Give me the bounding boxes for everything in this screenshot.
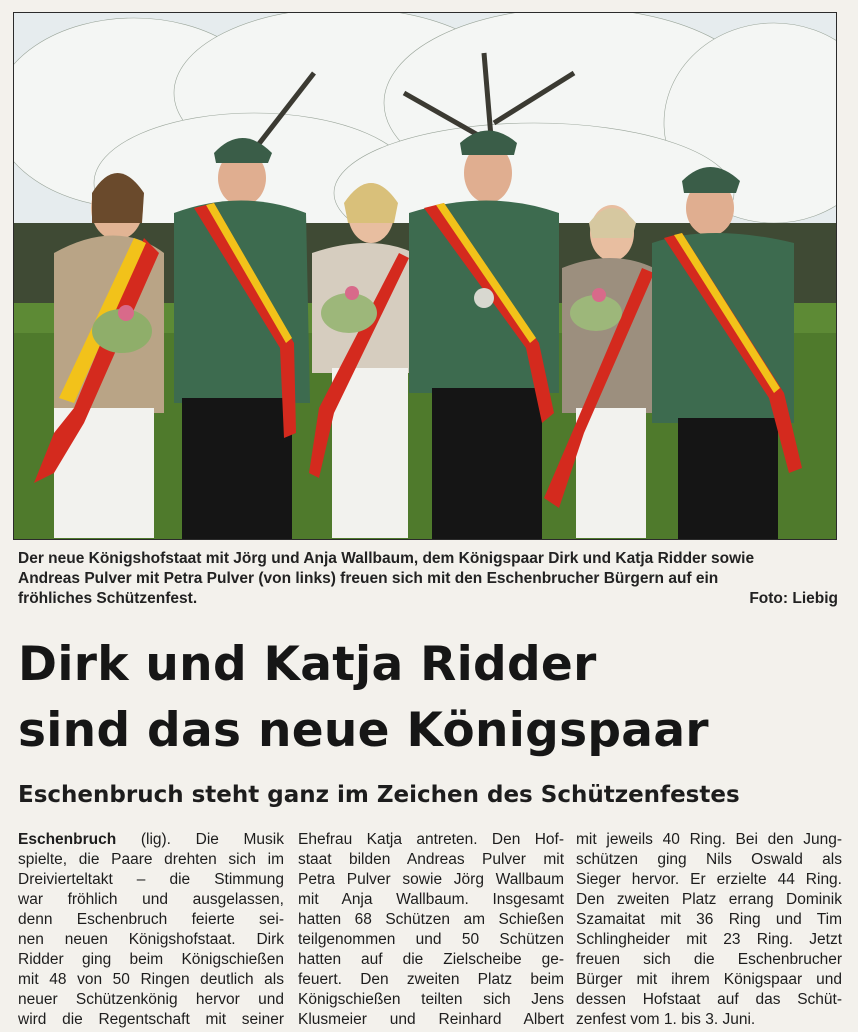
caption-line: Andreas Pulver mit Petra Pulver (von links) freuen sich mit den Eschenbrucher Bürgern auf ein	[18, 570, 719, 587]
text-line: schützen ging Nils Oswald als	[576, 851, 842, 868]
text-line: wird die Regentschaft mit seiner	[18, 1011, 284, 1028]
headline	[18, 632, 848, 764]
photo-credit: Foto: Liebig	[749, 590, 838, 607]
headline-line: sind das neue Königspaar	[18, 703, 709, 758]
text-line: hatten auf die Zielscheibe ge-	[298, 951, 564, 968]
text-line: zenfest vom 1. bis 3. Juni.	[576, 1011, 756, 1028]
text-line: Bürger mit ihrem Königspaar und	[576, 971, 842, 988]
text-line: Ehefrau Katja antreten. Den Hof-	[298, 831, 564, 848]
text-fragment: (lig). Die Musik	[116, 831, 284, 848]
caption-line: fröhliches Schützenfest.	[18, 590, 198, 607]
photo-caption	[18, 549, 838, 609]
article-column-2	[298, 830, 564, 1030]
text-line: Petra Pulver sowie Jörg Wallbaum	[298, 871, 564, 888]
article-column-3	[576, 830, 842, 1030]
text-line: Ridder ging beim Königschießen	[18, 951, 284, 968]
text-line: war fröhlich und ausgelassen,	[18, 891, 284, 908]
photo-illustration	[14, 13, 836, 539]
text-line	[18, 830, 284, 850]
text-line: Klusmeier und Reinhard Albert	[298, 1011, 564, 1028]
text-line: denn Eschenbruch feierte sei-	[18, 911, 284, 928]
text-line: Schlingheider mit 23 Ring. Jetzt	[576, 931, 842, 948]
text-line: neuer Schützenkönig hervor und	[18, 991, 284, 1008]
text-line: feuert. Den zweiten Platz beim	[298, 971, 564, 988]
text-line: spielte, die Paare drehten sich im	[18, 851, 284, 868]
text-line: nen neuen Königshofstaat. Dirk	[18, 931, 284, 948]
text-line: Dreivierteltakt – die Stimmung	[18, 871, 284, 888]
text-line: Sieger hervor. Er erzielte 44 Ring.	[576, 871, 842, 888]
text-line: Den zweiten Platz errang Dominik	[576, 891, 842, 908]
text-line: staat bilden Andreas Pulver mit	[298, 851, 564, 868]
caption-line: Der neue Königshofstaat mit Jörg und Anja Wallbaum, dem Königspaar Dirk und Katja Ridder sowie	[18, 550, 755, 567]
text-line: mit jeweils 40 Ring. Bei den Jung-	[576, 831, 842, 848]
text-line: freuen sich die Eschenbrucher	[576, 951, 842, 968]
text-line: hatten 68 Schützen am Schießen	[298, 911, 564, 928]
text-line: mit 48 von 50 Ringen deutlich als	[18, 971, 284, 988]
text-line: dessen Hofstaat auf das Schüt-	[576, 991, 842, 1008]
article-column-1	[18, 830, 284, 1030]
group-photo	[13, 12, 837, 540]
text-line: Szamaitat mit 36 Ring und Tim	[576, 911, 842, 928]
dateline: Eschenbruch	[18, 831, 117, 848]
subheadline: Eschenbruch steht ganz im Zeichen des Schützenfestes	[18, 782, 740, 808]
text-line: Königschießen teilten sich Jens	[298, 991, 564, 1008]
text-line: teilgenommen und 50 Schützen	[298, 931, 564, 948]
headline-line: Dirk und Katja Ridder	[18, 637, 597, 692]
text-line: mit Anja Wallbaum. Insgesamt	[298, 891, 564, 908]
